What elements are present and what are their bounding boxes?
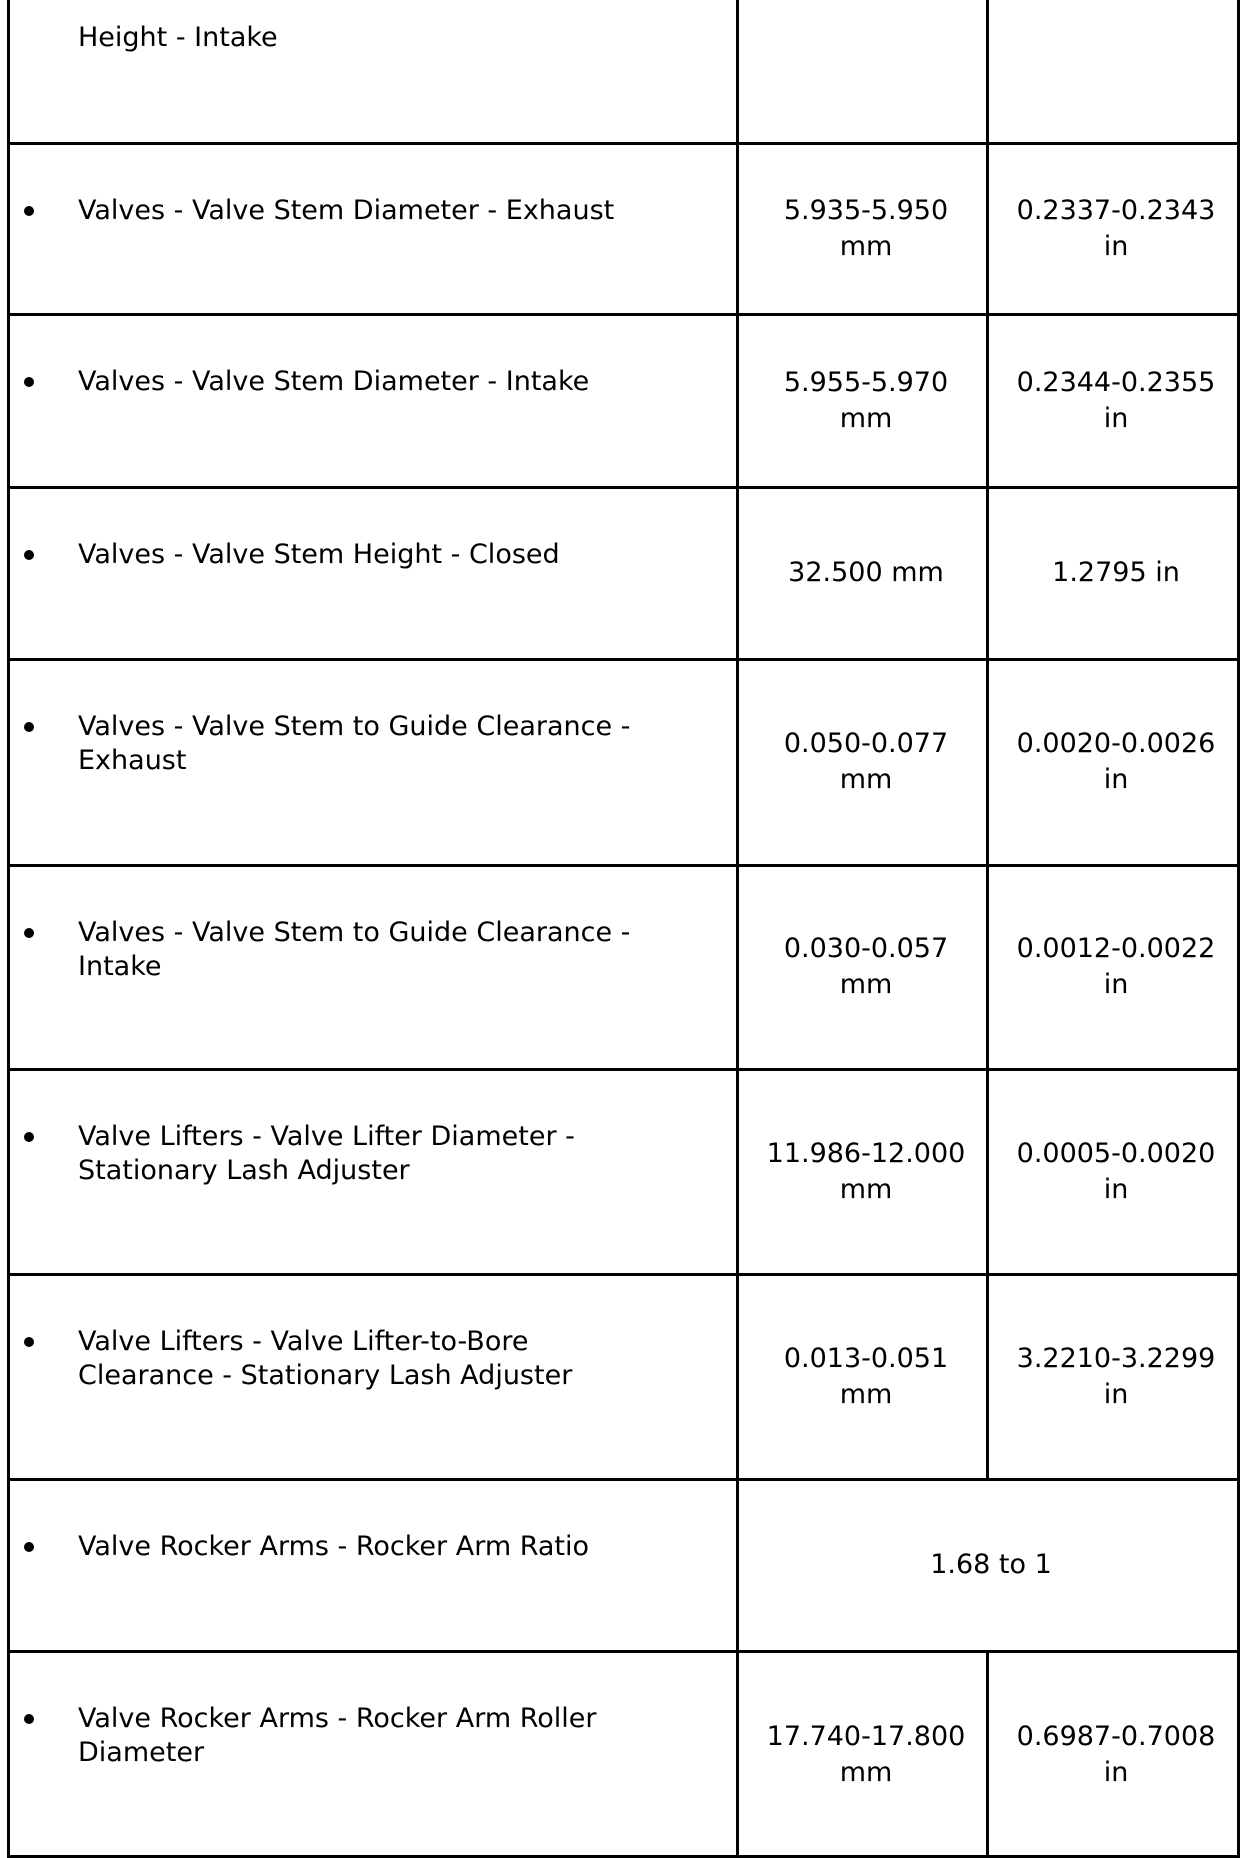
row-column-divider [736, 143, 739, 314]
row-column-divider [986, 1651, 989, 1858]
combined-value [742, 1547, 1240, 1583]
metric-value-line: 11.986-12.000 [766, 1138, 966, 1169]
spec-label-line: Valves - Valve Stem to Guide Clearance - [78, 711, 631, 742]
row-border-left [7, 487, 10, 659]
metric-value-line: mm [839, 1379, 893, 1410]
bullet-icon [24, 928, 34, 938]
row-border-right [1237, 314, 1240, 487]
spec-label [78, 1702, 678, 1770]
bullet-icon [24, 1132, 34, 1142]
row-border-left [7, 865, 10, 1069]
spec-label-line: Valve Lifters - Valve Lifter Diameter - [78, 1121, 575, 1152]
row-border-left [7, 143, 10, 314]
imperial-value-line: 1.2795 in [1052, 557, 1180, 588]
imperial-value-line: in [1103, 1757, 1129, 1788]
imperial-value-line: 0.2337-0.2343 [1016, 195, 1216, 226]
metric-value [742, 1719, 990, 1791]
metric-value-line: 32.500 mm [788, 557, 944, 588]
row-column-divider [736, 487, 739, 659]
spec-label-line: Exhaust [78, 745, 187, 776]
metric-value-line: 0.050-0.077 [783, 728, 949, 759]
row-border-top [7, 1068, 1240, 1071]
metric-value-line: mm [839, 403, 893, 434]
metric-value [742, 555, 990, 591]
bullet-icon [24, 1542, 34, 1552]
bullet-icon [24, 722, 34, 732]
row-border-left [7, 1651, 10, 1858]
row-border-right [1237, 1479, 1240, 1651]
row-border-top [7, 658, 1240, 661]
metric-value-line: 5.935-5.950 [783, 195, 949, 226]
row-border-top [7, 864, 1240, 867]
bullet-icon [24, 206, 34, 216]
row-border-left [7, 0, 10, 143]
metric-value [742, 193, 990, 265]
metric-value-line: mm [839, 969, 893, 1000]
imperial-value-line: 0.0020-0.0026 [1016, 728, 1216, 759]
row-column-divider [986, 0, 989, 143]
imperial-value-line: 3.2210-3.2299 [1016, 1343, 1216, 1374]
table-row [0, 143, 1248, 314]
spec-label-line: Valves - Valve Stem to Guide Clearance - [78, 917, 631, 948]
metric-value-line: 5.955-5.970 [783, 367, 949, 398]
spec-label [78, 1120, 678, 1188]
row-border-right [1237, 865, 1240, 1069]
imperial-value [992, 193, 1240, 265]
row-column-divider [736, 659, 739, 865]
imperial-value-line: in [1103, 1174, 1129, 1205]
row-border-right [1237, 1069, 1240, 1274]
spec-label-line: Clearance - Stationary Lash Adjuster [78, 1360, 573, 1391]
row-column-divider [736, 1479, 739, 1651]
row-column-divider [736, 314, 739, 487]
metric-value [742, 1341, 990, 1413]
spec-label [78, 1325, 678, 1393]
row-border-right [1237, 143, 1240, 314]
imperial-value [992, 931, 1240, 1003]
row-border-right [1237, 487, 1240, 659]
table-row [0, 0, 1248, 143]
spec-label-line: Valves - Valve Stem Height - Closed [78, 539, 560, 570]
imperial-value-line: in [1103, 403, 1129, 434]
row-column-divider [736, 1651, 739, 1858]
row-border-left [7, 1069, 10, 1274]
table-row [0, 865, 1248, 1069]
spec-label-line: Diameter [78, 1737, 205, 1768]
spec-label [78, 916, 678, 984]
spec-label [78, 1530, 678, 1564]
row-border-left [7, 1479, 10, 1651]
bullet-icon [24, 377, 34, 387]
imperial-value-line: in [1103, 764, 1129, 795]
metric-value [742, 365, 990, 437]
spec-label-line: Valve Lifters - Valve Lifter-to-Bore [78, 1326, 529, 1357]
row-border-top [7, 142, 1240, 145]
imperial-value-line: 0.6987-0.7008 [1016, 1721, 1216, 1752]
row-column-divider [736, 1069, 739, 1274]
imperial-value-line: 0.0012-0.0022 [1016, 933, 1216, 964]
spec-label-line: Valves - Valve Stem Diameter - Exhaust [78, 195, 615, 226]
bullet-icon [24, 550, 34, 560]
spec-label [78, 21, 678, 55]
row-border-right [1237, 1274, 1240, 1479]
table-row [0, 1274, 1248, 1479]
table-row [0, 1651, 1248, 1858]
spec-label [78, 710, 678, 778]
spec-label [78, 365, 678, 399]
spec-label-line: Valve Rocker Arms - Rocker Arm Ratio [78, 1531, 590, 1562]
imperial-value-line: in [1103, 969, 1129, 1000]
metric-value-line: mm [839, 231, 893, 262]
spec-label-line: Height - Intake [78, 22, 278, 53]
spec-label-line: Stationary Lash Adjuster [78, 1155, 410, 1186]
combined-value-line: 1.68 to 1 [930, 1549, 1052, 1580]
imperial-value-line: in [1103, 1379, 1129, 1410]
table-row [0, 1479, 1248, 1651]
imperial-value [992, 1136, 1240, 1208]
row-border-top [7, 1650, 1240, 1653]
row-border-top [7, 1478, 1240, 1481]
spec-label-line: Valve Rocker Arms - Rocker Arm Roller [78, 1703, 597, 1734]
metric-value-line: 17.740-17.800 [766, 1721, 966, 1752]
spec-label [78, 194, 678, 228]
metric-value-line: mm [839, 1174, 893, 1205]
row-column-divider [736, 865, 739, 1069]
row-border-left [7, 314, 10, 487]
table-row [0, 1069, 1248, 1274]
row-column-divider [986, 487, 989, 659]
row-border-top [7, 486, 1240, 489]
imperial-value [992, 1341, 1240, 1413]
row-column-divider [986, 143, 989, 314]
metric-value-line: mm [839, 764, 893, 795]
row-border-right [1237, 659, 1240, 865]
row-column-divider [986, 314, 989, 487]
row-border-right [1237, 1651, 1240, 1858]
imperial-value [992, 365, 1240, 437]
row-border-top [7, 313, 1240, 316]
row-column-divider [986, 659, 989, 865]
bullet-icon [24, 1714, 34, 1724]
spec-label-line: Valves - Valve Stem Diameter - Intake [78, 366, 590, 397]
row-border-top [7, 1273, 1240, 1276]
spec-label-line: Intake [78, 951, 162, 982]
imperial-value-line: 0.2344-0.2355 [1016, 367, 1216, 398]
row-border-left [7, 659, 10, 865]
table-row [0, 314, 1248, 487]
table-row [0, 659, 1248, 865]
metric-value-line: 0.013-0.051 [783, 1343, 949, 1374]
row-column-divider [986, 1069, 989, 1274]
metric-value [742, 1136, 990, 1208]
bullet-icon [24, 1337, 34, 1347]
row-border-right [1237, 0, 1240, 143]
table-row [0, 487, 1248, 659]
spec-label [78, 538, 678, 572]
metric-value-line: mm [839, 1757, 893, 1788]
imperial-value [992, 1719, 1240, 1791]
metric-value [742, 931, 990, 1003]
row-column-divider [736, 0, 739, 143]
imperial-value-line: in [1103, 231, 1129, 262]
imperial-value-line: 0.0005-0.0020 [1016, 1138, 1216, 1169]
row-border-left [7, 1274, 10, 1479]
imperial-value [992, 555, 1240, 591]
row-column-divider [736, 1274, 739, 1479]
metric-value-line: 0.030-0.057 [783, 933, 949, 964]
metric-value [742, 726, 990, 798]
row-column-divider [986, 865, 989, 1069]
imperial-value [992, 726, 1240, 798]
row-column-divider [986, 1274, 989, 1479]
